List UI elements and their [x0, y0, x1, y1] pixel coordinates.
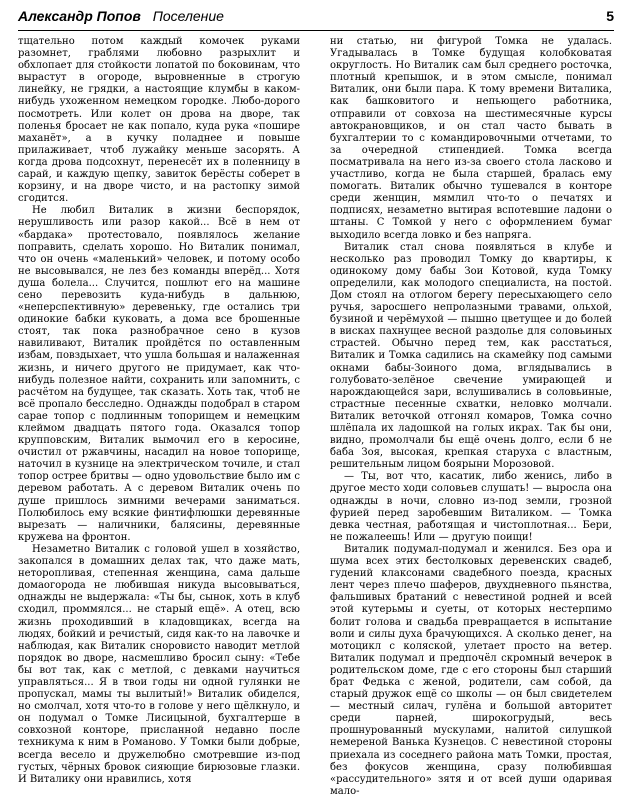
paragraph: Незаметно Виталик с головой ушел в хозяйство, закопался в домашних делах так, что даже мать, неторопливая, степенная женщина, сама дальше домаогорода не любившая никуда высовываться, однажды не выдержала: «Ты бы, сынок, хоть в клуб сходил, проммялся... не старый ещё». А отец, всю жизнь проходивший в кладовщиках, всегда на людях, бойкий и речистый, сидя как-то на лавочке и наблюдая, как Виталик сноровисто наводит метлой порядок во дворе, насмешливо бросил сыну: «Тебе бы вот так, как с метлой, с девками научиться управляться... Я в твои годы ни одной гулянки не пропускал, мамы ты вылитый!» Виталик обиделся, но смолчал, хотя что-то в голове у него щёлкнуло, и он подумал о Томке Лисицыной, бухгалтерше в совхозной конторе, присланной недавно после техникума к ним в Романово. У Томки были добрые, всегда весело и дружелюбно смотревшие из-под густых, чёрных бровок сияющие бирюзовые глазки. И Виталику они нравились, хотя	[18, 543, 300, 785]
page-number: 5	[606, 8, 614, 24]
header-author: Александр Попов	[18, 8, 141, 24]
paragraph: Не любил Виталик в жизни беспорядок, нерушливость или разор какой... Всё в нем от «бардака» протестовало, появлялось желание поправить, сделать хорошо. Но Виталик понимал, что он очень «маленький» человек, и потому особо не высовывался, не лез без команды вперёд... Хотя душа болела... Случится, пошлют его на машине сено перевозить куда-нибудь в дальнюю, «неперспективную» деревеньку, где остались три одинокие бабки куковать, а дома все брошенные стоят, так пока разнобрачное сено в кузов навиливают, Виталик пройдётся по оставленным избам, повздыхает, что ушла большая и налаженная жизнь, и ничего другого не придумает, как что-нибудь полезное найти, сохранить или запомнить, с расчётом на будущее, так сказать. Хоть так, чтоб не всё пропало бесследно. Однажды подобрал в старом сарае топор с подлинным топорищем и немецким клеймом двадцать пятого года. Оказался топор крупповским, Виталик вымочил его в керосине, очистил от ржавчины, насадил на новое топорище, наточил в кузнице на электрическом точиле, и стал топор острее бритвы — одно удовольствие было им с деревом работать. А с деревом Виталик очень по душе пришлось зимними вечерами заниматься. Полюбилось ему всякие финтифлюшки деревянные вырезать — наличники, балясины, деревянные кружева на фронтон.	[18, 205, 300, 543]
header-rule	[18, 30, 614, 31]
running-header	[18, 8, 614, 30]
header-title: Поселение	[152, 8, 224, 24]
paragraph: — Ты, вот что, касатик, либо женись, либо в другое место ходи соловьев слушать! — выросла она однажды в ночи, словно из-под земли, грозной фурией перед заробевшим Виталиком. — Томка девка честная, работящая и чистоплотная... Бери, не пожалеешь! Или — другую поищи!	[330, 471, 612, 543]
paragraph: Виталик подумал-подумал и женился. Без ора и шума всех этих бестолковых деревенских свадеб, гудений клаксонами свадебного поезда, красных лент через плечо шаферов, двухдневного пьянства, фальшивых братаний с невестиной родней и всей этой кутерьмы и суеты, от которых нестерпимо болит голова и свадьба превращается в испытание воли и силы духа брачующихся. А сколько денег, на мотоцикл с коляской, улетает просто на ветер. Виталик подумал и предпочёл скромный вечерок в родительском доме, где с его стороны был старший брат Федька с женой, родители, сам собой, да старый дружок ещё со школы — он был свидетелем — местный силач, гулёна и большой авторитет среди парней, широкогрудый, весь прошнурованный мускулами, налитой силушкой немереной Ванька Кузнецов. С невестиной стороны приехала из соседнего района мать Томки, простая, без фокусов женщина, сразу полюбившая «рассудительного» зятя и от всей души одаривая мало-	[330, 543, 612, 797]
paragraph: ни статью, ни фигурой Томка не удалась. Угадывалась в Томке будущая колобковатая округлость. Но Виталик сам был среднего росточка, плотный крепышок, и в этом смысле, понимал Виталик, они были пара. К тому времени Виталика, как башковитого и непьющего работника, отправили от совхоза на шестимесячные курсы автокрановщиков, и он стал часто бывать в бухгалтерии то с командировочными отчетами, то за очередной стипендией. Томка всегда посматривала на него из-за своего стола ласково и участливо, когда не была старшей, бралась ему помогать. Виталик обычно тушевался в конторе среди женщин, мямлил что-то о печатях и подписях, незаметно вытирая вспотевшие ладони о штаны. С Томкой у него с оформлением бумаг выходило всегда ловко и без напряга.	[330, 36, 612, 241]
right-column	[330, 36, 612, 797]
paragraph: тщательно потом каждый комочек руками разомнет, граблями любовно разрыхлит и обхлопает для стойкости лопатой по боковинам, что вырастут в огороде, выровненные в строгую линейку, не грядки, а настоящие клумбы в каком-нибудь ухоженном немецком городке. Любо-дорого посмотреть. Или колет он дрова на дворе, так поленья бросает не как попало, куда рука «пошире маханёт», а в кучку поладнее и повыше прилаживает, чтоб лужайку меньше засорять. А когда дрова подсохнут, перенесёт их в поленницу в сарай, и каждую щепку, завиток берёсты соберет в корзину, и на дворе чисто, и на растопку зимой сгодится.	[18, 36, 300, 205]
left-column	[18, 36, 300, 790]
paragraph: Виталик стал снова появляться в клубе и несколько раз проводил Томку до квартиры, к одинокому дому бабы Зои Котовой, куда Томку определили, как молодого специалиста, на постой. Дом стоял на отлогом берегу пересыхающего село ручья, заросшего непролазными травами, ольхой, бузиной и черёмухой — пышно цветущее и до болей в висках пахнущее весной раздолье для соловьиных страстей. Обычно перед тем, как расстаться, Виталик и Томка садились на скамейку под самыми окнами бабы-Зоиного дома, вглядывались в голубовато-зелёное свечение умирающей и нарождающейся зари, вслушивались в соловьиные, страстные песенные схватки, неловко молчали. Виталик веточкой отгонял комаров, Томка сочно шлёпала их ладошкой на голых икрах. Так бы они, видно, промолчали бы ещё очень долго, если б не баба Зоя, высокая, крепкая старуха с властным, решительным лицом боярыни Морозовой.	[330, 241, 612, 471]
